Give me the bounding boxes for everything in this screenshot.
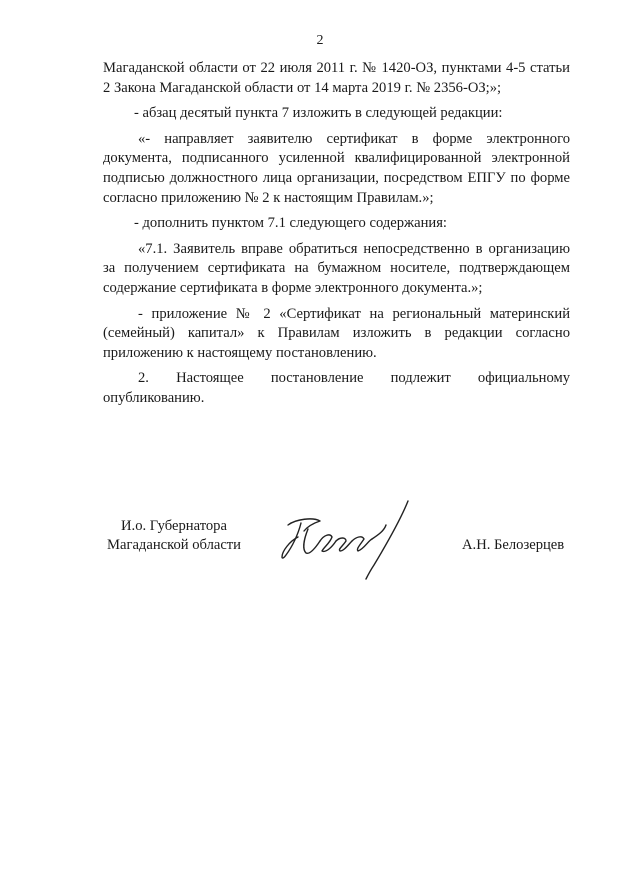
text-line: опубликованию. bbox=[103, 389, 205, 406]
handwritten-signature bbox=[268, 495, 418, 585]
text-line: «7.1. Заявитель вправе обратиться непосредственно в организацию bbox=[138, 240, 570, 257]
text-line: Магаданской области от 22 июля 2011 г. № 1420-ОЗ, пунктами 4-5 статьи bbox=[103, 60, 570, 76]
text-line: - приложение № 2 «Сертификат на региональный материнский bbox=[138, 305, 570, 322]
signatory-title-line: Магаданской области bbox=[107, 537, 241, 553]
text-line: подписью должностного лица организации, посредством ЕПГУ по форме bbox=[103, 169, 570, 186]
text-line: согласно приложению № 2 к настоящим Правилам.»; bbox=[103, 189, 434, 206]
signatory-name: А.Н. Белозерцев bbox=[462, 537, 565, 553]
document-body bbox=[103, 59, 570, 409]
text-line: 2 Закона Магаданской области от 14 марта 2019 г. № 2356-ОЗ;»; bbox=[103, 79, 502, 96]
text-line: - дополнить пунктом 7.1 следующего содержания: bbox=[134, 215, 447, 232]
text-line: - абзац десятый пункта 7 изложить в следующей редакции: bbox=[134, 105, 503, 122]
text-line: (семейный) капитал» к Правилам изложить в редакции согласно bbox=[103, 325, 570, 342]
signatory-title bbox=[107, 517, 241, 555]
text-line: содержание сертификата в форме электронного документа.»; bbox=[103, 279, 483, 296]
signatory-title-line: И.о. Губернатора bbox=[121, 518, 227, 534]
text-line: приложению к настоящему постановлению. bbox=[103, 344, 377, 361]
text-line: «- направляет заявителю сертификат в форме электронного bbox=[138, 130, 570, 147]
text-line: за получением сертификата на бумажном носителе, подтверждающем bbox=[103, 260, 570, 277]
text-line: 2. Настоящее постановление подлежит официальному bbox=[138, 370, 570, 387]
text-line: документа, подписанного усиленной квалифицированной электронной bbox=[103, 150, 570, 167]
page-number: 2 bbox=[316, 33, 324, 48]
